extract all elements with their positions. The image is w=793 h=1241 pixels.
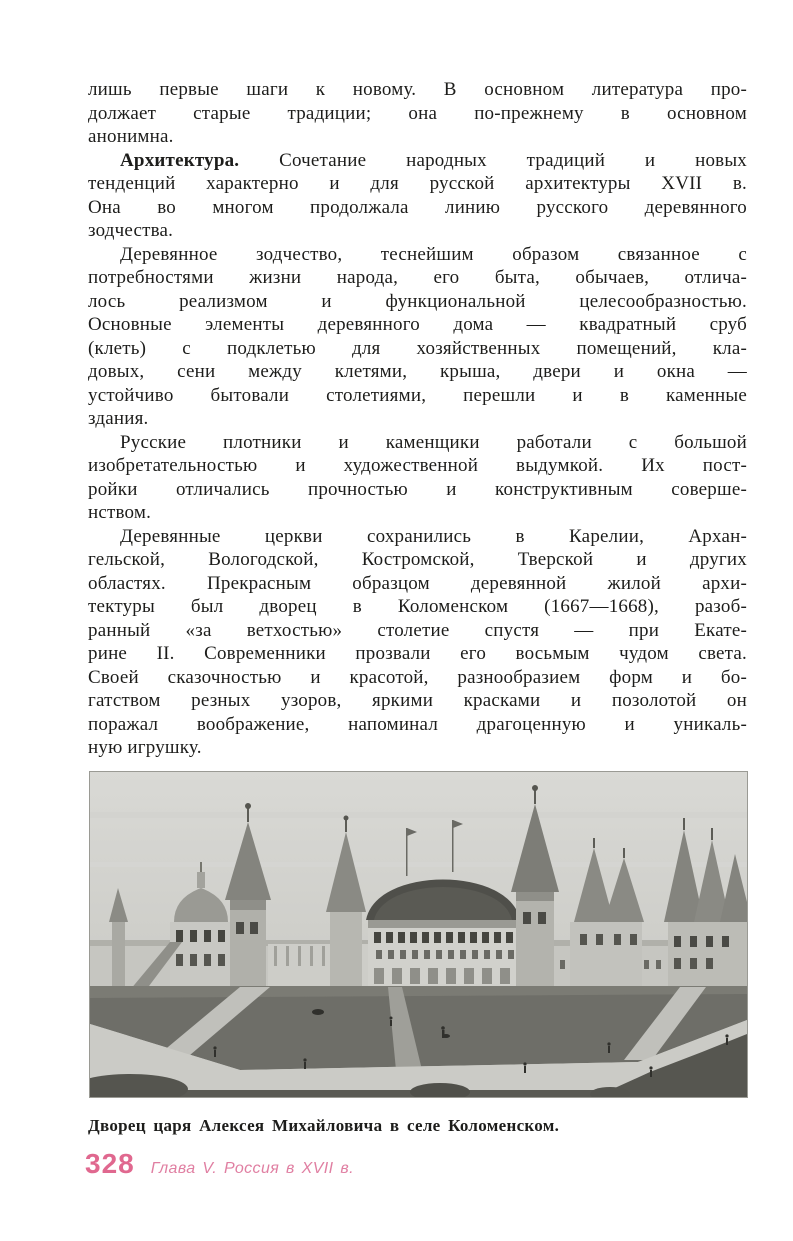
text-line: тектуры был дворец в Коломенском (1667—1668), разоб- (88, 596, 747, 617)
text-line: областях. Прекрасным образцом деревянной жилой архи- (88, 572, 747, 594)
text-line: устойчиво бытовали столетиями, перешли и в каменные (88, 384, 747, 406)
text-line: (клеть) с подклетью для хозяйственных помещений, кла- (88, 337, 747, 359)
text-line: поражал воображение, напоминал драгоценную и уникаль- (88, 713, 747, 735)
chapter-title: Глава V. Россия в XVII в. (150, 1160, 354, 1177)
page-number: 328 (85, 1148, 135, 1179)
text-line: изобретательностью и художественной выдумкой. Их пост- (88, 455, 747, 476)
paragraph-lead: Архитектура. (120, 149, 240, 171)
paragraph (88, 78, 747, 149)
text-line: ранный «за ветхостью» столетие спустя — при Екате- (88, 619, 747, 641)
text-line: ную игрушку. (88, 737, 202, 758)
text-line: Основные элементы деревянного дома — квадратный сруб (88, 314, 747, 335)
text-line: рине II. Современники прозвали его восьмым чудом света. (88, 643, 747, 664)
text-line: потребностями жизни народа, его быта, обычаев, отлича- (88, 267, 747, 288)
text-line: анонимна. (88, 126, 174, 147)
text-line: Русские плотники и каменщики работали с большой (120, 431, 747, 453)
text-line: должает старые традиции; она по-прежнему в основном (88, 102, 747, 124)
paragraph (88, 525, 747, 760)
paragraph (88, 431, 747, 525)
palace-figure (90, 772, 747, 1097)
text-line: Своей сказочностью и красотой, разнообразием форм и бо- (88, 666, 747, 688)
text-line: тенденций характерно и для русской архитектуры XVII в. (88, 173, 747, 194)
figure-caption: Дворец царя Алексея Михайловича в селе Коломенском. (88, 1116, 560, 1135)
text-line: Деревянное зодчество, теснейшим образом связанное с (120, 243, 747, 265)
text-line: Она во многом продолжала линию русского деревянного (88, 196, 747, 218)
text-line: гельской, Вологодской, Костромской, Тверской и других (88, 549, 747, 570)
text-line: ройки отличались прочностью и конструктивным соверше- (88, 478, 747, 500)
text-line: здания. (88, 408, 149, 429)
article-text (88, 78, 747, 760)
page-footer (85, 1148, 354, 1180)
paragraph (88, 243, 747, 431)
paragraph (88, 149, 747, 243)
text-line: Архитектура. Сочетание народных традиций и новых (120, 149, 747, 171)
text-line: лишь первые шаги к новому. В основном литература про- (88, 79, 747, 100)
text-line: довых, сени между клетями, крыша, двери и окна — (88, 361, 747, 382)
text-line: гатством резных узоров, яркими красками и позолотой он (88, 690, 747, 711)
text-line: Деревянные церкви сохранились в Карелии, Архан- (120, 525, 747, 547)
text-line: лось реализмом и функциональной целесообразностью. (88, 290, 747, 312)
palace-engraving-image (90, 772, 747, 1097)
text-line: нством. (88, 502, 152, 523)
text-line: зодчества. (88, 220, 174, 241)
